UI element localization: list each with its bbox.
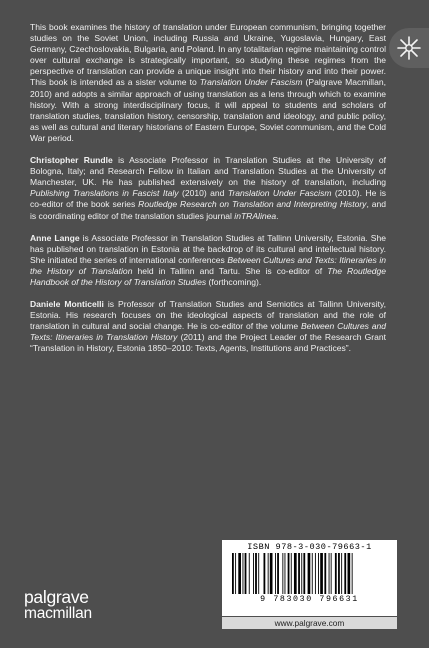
intro-text: This book examines the history of translation under European communism, bringing together studies on the Soviet Union, including Russia and Ukraine, Yugoslavia, Hungary, East Germany, Czechoslovakia, Bulgaria, and Poland. In any totalitarian regime maintaining control over cultural exchange is strategically important, so studying these regimes from the perspective of translation can provide a unique insight into their history and into their power. This book is intended as a sister volume to [30, 22, 386, 88]
conference-title: Between Cultures and Texts: Itineraries in the History of Translation [30, 254, 386, 276]
publisher-url: www.palgrave.com [222, 617, 397, 629]
bio-text: is Professor of Translation Studies and Semiotics at Tallinn University, Estonia. His research focuses on the ideological aspects of translation and the role of translation in cultural and social change. He is co-editor of the volume [30, 299, 386, 332]
author-name: Daniele Monticelli [30, 299, 104, 310]
bio-rundle [30, 155, 386, 222]
barcode-block [222, 540, 397, 616]
bio-text: , and is coordinating editor of the translation studies journal [30, 199, 387, 221]
springer-badge [389, 28, 429, 68]
intro-paragraph [30, 22, 386, 144]
bio-text: (forthcoming). [206, 276, 262, 287]
bio-text: . [276, 210, 279, 221]
bio-monticelli [30, 299, 386, 354]
bio-text: (2010) and [178, 188, 228, 199]
book-title: Publishing Translations in Fascist Italy [30, 188, 179, 199]
barcode-icon [232, 553, 387, 594]
book-title: Between Cultures and Texts: Itineraries in Translation History [30, 321, 386, 343]
barcode-digits: 9 783030 796631 [260, 595, 359, 604]
bio-lange [30, 233, 386, 288]
isbn-label: ISBN 978-3-030-79663-1 [247, 542, 372, 552]
logo-palgrave: palgrave [24, 587, 89, 607]
bio-text: held in Tallinn and Tartu. She is co-editor of [132, 265, 328, 276]
author-name: Anne Lange [30, 232, 80, 243]
blurb [30, 22, 386, 366]
bio-text: is Associate Professor in Translation Studies at the University of Bologna, Italy; and Research Fellow in Italian and Translation Studies at the University of Manchester, UK. He has published extensively on the history of translation, including [30, 155, 386, 188]
bio-text: is Associate Professor in Translation Studies at Tallinn University, Estonia. She has published on translation in Estonia at the backdrop of its cultural and intellectual history. She initiated the series of international conferences [30, 232, 386, 265]
journal-title: inTRAlinea [234, 210, 277, 221]
bio-text: (2010). He is co-editor of the book series [30, 188, 386, 210]
intro-text-cont: (Palgrave Macmillan, 2010) and adopts a similar approach of using translation as a lens through which to examine history. With a strong interdisciplinary focus, it will appeal to students and scholars of translation studies, translation history, censorship, translation and ideology, and public policy, as well as cultural and literary historians of Eastern Europe, Soviet communism, and the Cold War period. [30, 77, 386, 143]
logo-macmillan: macmillan [24, 605, 92, 622]
series-title: Routledge Research on Translation and Interpreting History [138, 199, 367, 210]
springer-nature-icon [395, 35, 423, 61]
author-name: Christopher Rundle [30, 155, 113, 166]
book-title: The Routledge Handbook of the History of Translation Studies [30, 265, 387, 287]
book-title: Translation Under Fascism [227, 188, 332, 199]
bio-text: (2011) and the Project Leader of the Research Grant “Translation in History, Estonia 1850–2010: Texts, Agents, Institutions and Practices”. [30, 332, 387, 354]
sister-volume-title: Translation Under Fascism [199, 77, 303, 88]
publisher-logo [24, 589, 92, 622]
